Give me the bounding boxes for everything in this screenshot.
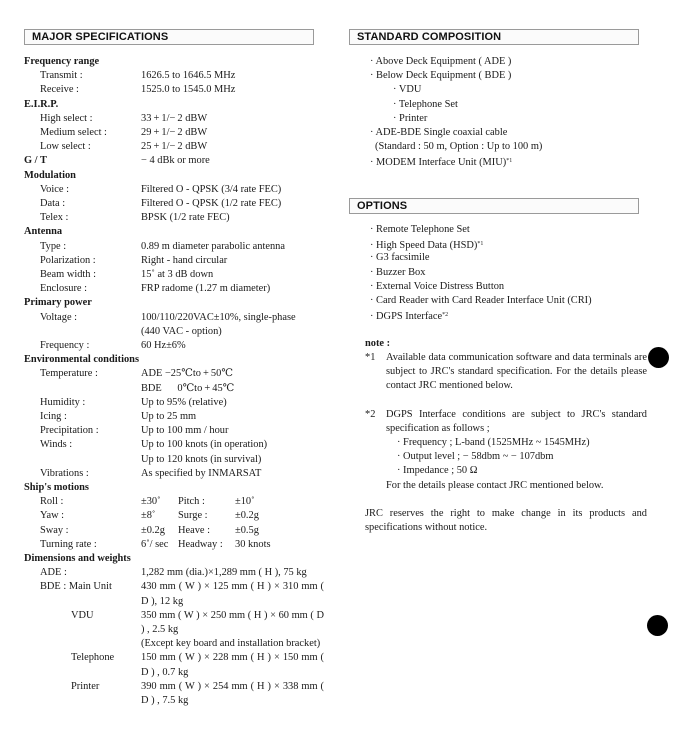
footnote-marker: *1 — [477, 241, 484, 248]
spec-row — [24, 410, 324, 424]
spec-label: Vibrations : — [40, 467, 89, 479]
spec-value: 1,282 mm (dia.)×1,289 mm ( H ), 75 kg — [141, 567, 307, 579]
spec-value: 6˚/ sec — [141, 538, 169, 550]
list-item: · Card Reader with Card Reader Interface Unit (CRI) — [370, 294, 592, 306]
spec-label: Low select : — [40, 141, 91, 153]
major-specifications — [24, 55, 324, 708]
spec-value: ±0.2g — [235, 510, 259, 522]
spec-row — [24, 282, 324, 296]
spec-label: Heave : — [178, 524, 211, 536]
section-antenna: Antenna — [24, 226, 63, 238]
spec-label: BDE : Main Unit — [40, 581, 112, 593]
spec-row — [24, 112, 324, 126]
spec-label: Transmit : — [40, 70, 83, 82]
spec-value: 150 mm ( W ) × 228 mm ( H ) × 150 mm ( D ) , 0.7 kg — [141, 652, 324, 678]
spec-label: Printer — [71, 680, 100, 692]
binder-hole-icon — [648, 347, 669, 368]
spec-row — [24, 339, 324, 353]
list-item: · Telephone Set — [393, 98, 458, 110]
spec-row-gt — [24, 154, 324, 168]
spec-label: Sway : — [40, 524, 69, 536]
section-primary-power: Primary power — [24, 297, 92, 309]
spec-value: 430 mm ( W ) × 125 mm ( H ) × 310 mm ( D ), 12 kg — [141, 581, 324, 607]
spec-value: − 4 dBk or more — [141, 155, 210, 167]
standard-composition-header: STANDARD COMPOSITION — [349, 29, 639, 45]
spec-value: 29 + 1/− 2 dBW — [141, 126, 208, 138]
spec-value: ADE −25℃to + 50℃ — [141, 368, 233, 380]
spec-label: Turning rate : — [40, 538, 97, 550]
section-modulation: Modulation — [24, 169, 76, 181]
list-item — [349, 237, 592, 251]
spec-label: Medium select : — [40, 126, 107, 138]
spec-label: Roll : — [40, 496, 64, 508]
spec-label: Temperature : — [40, 368, 98, 380]
list-item-text: · High Speed Data (HSD) — [370, 240, 478, 252]
notes-heading: note : — [365, 338, 391, 349]
spec-label: Humidity : — [40, 396, 86, 408]
spec-value: Up to 100 mm / hour — [141, 425, 229, 437]
spec-label: Polarization : — [40, 254, 96, 266]
section-g-t: G / T — [24, 155, 47, 167]
list-item: · Below Deck Equipment ( BDE ) — [370, 70, 512, 82]
note-1 — [365, 351, 647, 394]
spec-label: Precipitation : — [40, 425, 99, 437]
notes-section — [365, 337, 647, 535]
spec-value: 1626.5 to 1646.5 MHz — [141, 70, 236, 82]
note-bullet: · Frequency ; L-band (1525MHz ~ 1545MHz) — [397, 437, 590, 449]
spec-label: Data : — [40, 197, 66, 209]
section-ships-motions: Ship's motions — [24, 482, 89, 493]
spec-value: Filtered O - QPSK (1/2 rate FEC) — [141, 197, 282, 209]
list-item: · External Voice Distress Button — [370, 280, 505, 292]
spec-value: BPSK (1/2 rate FEC) — [141, 212, 230, 224]
note-2 — [365, 408, 647, 436]
spec-row — [24, 580, 324, 608]
section-environmental-conditions: Environmental conditions — [24, 354, 139, 366]
spec-value: (440 VAC - option) — [141, 325, 222, 337]
list-item: · Buzzer Box — [370, 266, 426, 278]
spec-row — [24, 83, 324, 97]
spec-row — [24, 183, 324, 197]
spec-label: Pitch : — [178, 496, 205, 508]
disclaimer — [365, 507, 647, 535]
options-list — [349, 223, 592, 322]
spec-label: Icing : — [40, 410, 67, 422]
spec-row — [24, 467, 324, 481]
spec-label: ADE : — [40, 567, 67, 579]
spec-row — [24, 311, 324, 339]
list-item-text: · MODEM Interface Unit (MIU) — [370, 157, 507, 169]
section-frequency-range: Frequency range — [24, 56, 100, 67]
spec-value: 350 mm ( W ) × 250 mm ( H ) × 60 mm ( D ) , 2.5 kg — [141, 609, 324, 635]
spec-label: Receive : — [40, 84, 79, 96]
list-item-detail: (Standard : 50 m, Option : Up to 100 m) — [375, 141, 543, 153]
spec-value: 100/110/220VAC±10%, single-phase — [141, 311, 296, 323]
spec-value: 33 + 1/− 2 dBW — [141, 112, 208, 124]
footnote-marker: *1 — [506, 158, 513, 165]
spec-label: Headway : — [178, 538, 223, 550]
major-specifications-header: MAJOR SPECIFICATIONS — [24, 29, 314, 45]
spec-value: Up to 100 knots (in operation) — [141, 439, 268, 451]
options-header: OPTIONS — [349, 198, 639, 214]
spec-value: FRP radome (1.27 m diameter) — [141, 283, 271, 295]
note-bullet: · Output level ; − 58dbm ~ − 107dbm — [397, 451, 554, 463]
section-dimensions-and-weights: Dimensions and weights — [24, 553, 131, 564]
list-item: · ADE-BDE Single coaxial cable — [370, 126, 508, 138]
spec-row — [24, 424, 324, 438]
disclaimer-text: JRC reserves the right to make change in its products and specifications without notice. — [365, 507, 647, 534]
spec-row — [24, 140, 324, 154]
list-item: · VDU — [393, 84, 422, 96]
spec-value: As specified by INMARSAT — [141, 467, 262, 479]
spec-value: ±30˚ — [141, 496, 161, 508]
spec-label: Yaw : — [40, 510, 65, 522]
motion-row — [24, 524, 324, 538]
list-item: · G3 facsimile — [370, 252, 430, 264]
spec-label: Winds : — [40, 439, 73, 451]
note-text: DGPS Interface conditions are subject to JRC's standard specification as follows ; — [386, 408, 647, 434]
list-item: · Above Deck Equipment ( ADE ) — [370, 56, 512, 67]
spec-row — [24, 197, 324, 211]
spec-label: Beam width : — [40, 268, 96, 280]
standard-composition-list — [349, 55, 542, 169]
binder-hole-icon — [647, 615, 668, 636]
spec-label: Telex : — [40, 212, 69, 224]
list-item: · Remote Telephone Set — [370, 224, 470, 235]
spec-row — [24, 126, 324, 140]
spec-label: Voltage : — [40, 311, 78, 323]
spec-row — [24, 69, 324, 83]
spec-row — [24, 566, 324, 580]
spec-row — [24, 268, 324, 282]
spec-note: (Except key board and installation bracket) — [141, 638, 321, 650]
motion-row — [24, 538, 324, 552]
list-item — [349, 154, 542, 168]
spec-label: Type : — [40, 240, 67, 252]
section-eirp: E.I.R.P. — [24, 98, 59, 110]
spec-value: 0.89 m diameter parabolic antenna — [141, 240, 285, 252]
spec-row — [24, 240, 324, 254]
spec-value: Filtered O - QPSK (3/4 rate FEC) — [141, 183, 282, 195]
spec-value: ±8˚ — [141, 510, 156, 522]
spec-row — [24, 211, 324, 225]
spec-value: 30 knots — [235, 538, 271, 550]
list-item-text: · DGPS Interface — [370, 311, 443, 323]
list-item — [349, 308, 592, 322]
list-item: · Printer — [393, 112, 428, 124]
spec-value: 60 Hz±6% — [141, 339, 186, 351]
spec-label: Enclosure : — [40, 283, 88, 295]
spec-value: Up to 25 mm — [141, 410, 197, 422]
note-text: Available data communication software and data terminals are subject to JRC's standard specification. For the details please contact JRC mentioned below. — [386, 352, 647, 392]
spec-value: 1525.0 to 1545.0 MHz — [141, 84, 236, 96]
spec-value: 390 mm ( W ) × 254 mm ( H ) × 338 mm ( D ) , 7.5 kg — [141, 680, 324, 707]
spec-value: 25 + 1/− 2 dBW — [141, 141, 208, 153]
spec-value: BDE 0℃to + 45℃ — [141, 382, 235, 394]
spec-row — [24, 367, 324, 395]
spec-row — [24, 438, 324, 466]
footnote-marker: *2 — [442, 312, 449, 319]
spec-value: ±10˚ — [235, 496, 255, 508]
spec-row — [24, 396, 324, 410]
spec-row — [24, 609, 324, 652]
spec-row — [24, 651, 324, 679]
note-footer: For the details please contact JRC mentioned below. — [386, 479, 604, 491]
motion-row — [24, 495, 324, 509]
spec-row — [24, 680, 324, 708]
footnote-marker: *2 — [365, 408, 376, 420]
spec-value: 15˚ at 3 dB down — [141, 268, 214, 280]
spec-label: High select : — [40, 112, 93, 124]
spec-label: Surge : — [178, 510, 208, 522]
spec-value: Up to 95% (relative) — [141, 396, 227, 408]
spec-value: ±0.2g — [141, 524, 165, 536]
spec-label: VDU — [71, 609, 94, 621]
motion-row — [24, 509, 324, 523]
spec-row — [24, 254, 324, 268]
spec-value: Up to 120 knots (in survival) — [141, 453, 262, 465]
note-bullet: · Impedance ; 50 Ω — [397, 465, 478, 477]
spec-value: Right - hand circular — [141, 254, 228, 266]
footnote-marker: *1 — [365, 352, 376, 363]
spec-value: ±0.5g — [235, 524, 259, 536]
spec-label: Telephone — [71, 652, 115, 664]
spec-label: Frequency : — [40, 339, 90, 351]
spec-label: Voice : — [40, 183, 69, 195]
